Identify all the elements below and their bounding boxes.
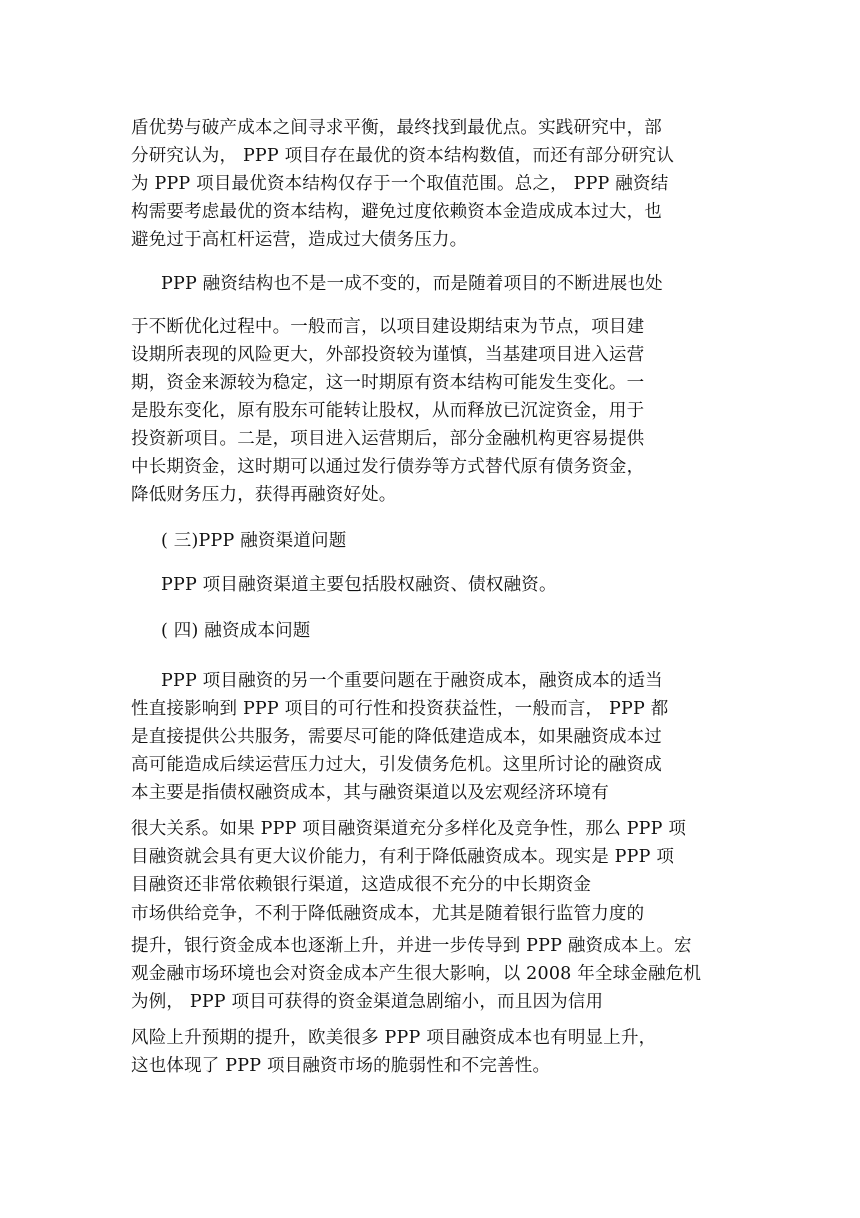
text-line: 风险上升预期的提升，欧美很多 PPP 项目融资成本也有明显上升， bbox=[131, 1028, 657, 1048]
text-line: 本主要是指债权融资成本，其与融资渠道以及宏观经济环境有 bbox=[131, 783, 609, 803]
text-line: 是股东变化，原有股东可能转让股权，从而释放已沉淀资金，用于 bbox=[131, 401, 645, 421]
text-line: 设期所表现的风险更大，外部投资较为谨慎，当基建项目进入运营 bbox=[131, 345, 645, 365]
text-line: PPP 项目融资的另一个重要问题在于融资成本，融资成本的适当 bbox=[161, 671, 663, 691]
text-line: 为例， PPP 项目可获得的资金渠道急剧缩小，而且因为信用 bbox=[131, 992, 604, 1012]
text-line: 盾优势与破产成本之间寻求平衡，最终找到最优点。实践研究中，部 bbox=[131, 118, 662, 138]
text-line: 目融资就会具有更大议价能力，有利于降低融资成本。现实是 PPP 项 bbox=[131, 847, 675, 867]
text-line: 期，资金来源较为稳定，这一时期原有资本结构可能发生变化。一 bbox=[131, 373, 645, 393]
text-line: 这也体现了 PPP 项目融资市场的脆弱性和不完善性。 bbox=[131, 1056, 551, 1076]
text-line: 中长期资金，这时期可以通过发行债券等方式替代原有债务资金， bbox=[131, 457, 645, 477]
text-line: 降低财务压力，获得再融资好处。 bbox=[131, 485, 397, 505]
text-line: ( 三)PPP 融资渠道问题 bbox=[161, 531, 347, 551]
text-line: 为 PPP 项目最优资本结构仅存于一个取值范围。总之， PPP 融资结 bbox=[131, 174, 669, 194]
text-line: 是直接提供公共服务，需要尽可能的降低建造成本，如果融资成本过 bbox=[131, 727, 662, 747]
text-line: 分研究认为， PPP 项目存在最优的资本结构数值，而还有部分研究认 bbox=[131, 146, 675, 166]
text-line: PPP 项目融资渠道主要包括股权融资、债权融资。 bbox=[161, 575, 557, 595]
text-line: 性直接影响到 PPP 项目的可行性和投资获益性，一般而言， PPP 都 bbox=[131, 699, 669, 719]
text-line: 提升，银行资金成本也逐渐上升，并进一步传导到 PPP 融资成本上。宏 bbox=[131, 936, 692, 956]
text-line: 目融资还非常依赖银行渠道，这造成很不充分的中长期资金 bbox=[131, 875, 592, 895]
text-line: PPP 融资结构也不是一成不变的，而是随着项目的不断进展也处 bbox=[161, 274, 663, 294]
text-line: 投资新项目。二是，项目进入运营期后，部分金融机构更容易提供 bbox=[131, 429, 645, 449]
text-line: 于不断优化过程中。一般而言，以项目建设期结束为节点，项目建 bbox=[131, 317, 645, 337]
text-line: 构需要考虑最优的资本结构，避免过度依赖资本金造成成本过大，也 bbox=[131, 202, 662, 222]
text-line: 观金融市场环境也会对资金成本产生很大影响，以 2008 年全球金融危机 bbox=[131, 964, 702, 984]
text-line: ( 四) 融资成本问题 bbox=[161, 621, 311, 641]
text-line: 市场供给竞争，不利于降低融资成本，尤其是随着银行监管力度的 bbox=[131, 904, 645, 924]
text-line: 很大关系。如果 PPP 项目融资渠道充分多样化及竞争性，那么 PPP 项 bbox=[131, 819, 687, 839]
text-line: 高可能造成后续运营压力过大，引发债务危机。这里所讨论的融资成 bbox=[131, 755, 662, 775]
text-line: 避免过于高杠杆运营，造成过大债务压力。 bbox=[131, 230, 468, 250]
